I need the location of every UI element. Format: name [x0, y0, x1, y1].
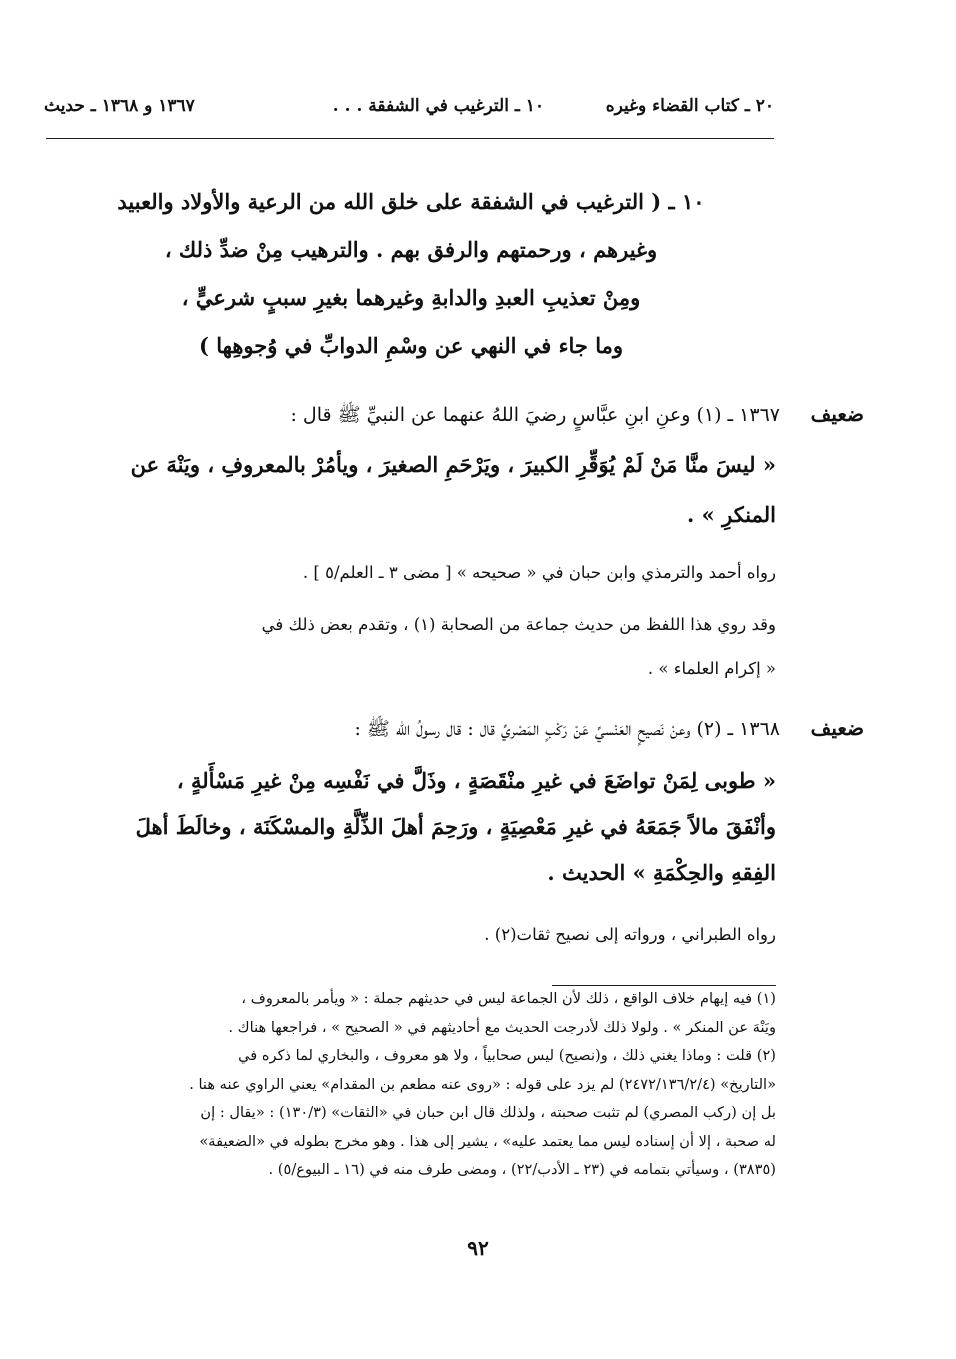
footnote-line: (٣٨٣٥) ، وسيأتي بتمامه في (٢٣ ـ الأدب/٢٢) ، ومضى طرف منه في (١٦ ـ البيوع/٥) .	[268, 1161, 776, 1178]
hadith-1367	[80, 400, 780, 430]
note-line: وقد روي هذا اللفظ من حديث جماعة من الصحابة (١) ، وتقدم بعض ذلك في	[261, 615, 776, 634]
hadith-quote-line: « ليسَ منَّا مَنْ لَمْ يُوَقِّرِ الكبيرَ ، ويَرْحَمِ الصغيرَ ، ويأمُرْ بالمعروفِ ، ويَنْهَ عن	[130, 452, 776, 477]
chapter-title-line: ١٠ ـ ( الترغيب في الشفقة على خلق الله من الرعية والأولاد والعبيد	[117, 189, 705, 214]
footnote-line: «التاريخ» (٢٤٧٢/١٣٦/٢/٤) لم يزد على قوله : «روى عنه مطعم بن المقدام» يعني الراوي عنه هنا .	[189, 1075, 776, 1093]
hadith-1367-text	[46, 442, 776, 538]
hadith-intro: ١٣٦٧ ـ (١) وعنِ ابنِ عبَّاسٍ رضيَ اللهُ عنهما عن النبيِّ ﷺ قال :	[290, 404, 780, 426]
running-header	[44, 96, 774, 124]
hadith-quote-line: المنكرِ » .	[687, 502, 776, 527]
footnote-line: (١) فيه إيهام خلاف الواقع ، ذلك لأن الجماعة ليس في حديثهم جملة : « ويأمر بالمعروف ،	[241, 990, 776, 1007]
note-line: « إكرام العلماء » .	[647, 659, 776, 678]
hadith-source: رواه أحمد والترمذي وابن حبان في « صحيحه » [ مضى ٣ ـ العلم/٥ ] .	[302, 563, 776, 582]
hadith-source: رواه الطبراني ، ورواته إلى نصيح ثقات(٢) .	[484, 925, 776, 944]
chapter-title-line: وما جاء في النهي عن وسْمِ الدوابِّ في وُجوهِها )	[199, 333, 623, 358]
hadith-quote-line: « طوبى لِمَنْ تواضَعَ في غيرِ منْقَصَةٍ ، وذَلَّ في نَفْسِه مِنْ غيرِ مَسْأَلةٍ ،	[176, 768, 776, 793]
footnotes	[46, 985, 776, 1185]
footnote-line: ويَنْهَ عن المنكر » . ولولا ذلك لأدرجت الحديث مع أحاديثهم في « الصحيح » ، فراجعها هناك .	[228, 1018, 776, 1036]
footnote-line: (٢) قلت : وماذا يغني ذلك ، و(نصيح) ليس صحابياً ، ولا هو معروف ، والبخاري لما ذكره في	[238, 1047, 776, 1064]
hadith-intro: ١٣٦٨ ـ (٢) وعنْ نَصيحٍ العَنْسيِّ عَنْ رَكْبٍ المَصْريِّ قال : قال رسولُ الله ﷺ :	[354, 718, 780, 740]
header-chapter-title: ١٠ ـ الترغيب في الشفقة . . .	[332, 96, 544, 116]
header-hadith-range: ١٣٦٧ و ١٣٦٨ ـ حديث	[44, 96, 195, 116]
hadith-1368-text	[46, 758, 776, 896]
chapter-title	[80, 178, 742, 370]
hadith-1367-note	[46, 608, 776, 686]
chapter-title-line: وغيرهم ، ورحمتهم والرفق بهم . والترهيب مِنْ ضدِّ ذلك ،	[164, 237, 658, 262]
hadith-1367-source	[46, 556, 776, 590]
footnote-line: له صحبة ، إلا أن إسناده ليس مما يعتمد عليه» ، يشير إلى هذا . وهو مخرج بطوله في «الضعيفة»	[199, 1132, 776, 1150]
header-book-title: ٢٠ ـ كتاب القضاء وغيره	[605, 96, 774, 116]
hadith-1368	[80, 714, 780, 744]
hadith-quote-line: الفِقهِ والحِكْمَةِ » الحديث .	[547, 860, 776, 885]
header-rule	[46, 138, 774, 139]
hadith-grade-1367: ضعيف	[810, 402, 864, 426]
hadith-quote-line: وأنْفَقَ مالاً جَمَعَهُ في غيرِ مَعْصِيَةٍ ، ورَحِمَ أهلَ الذِّلَّةِ والمسْكَنَة ، وخالَطَ أهلَ	[135, 814, 776, 839]
hadith-grade-1368: ضعيف	[810, 716, 864, 740]
chapter-title-line: ومِنْ تعذيبِ العبدِ والدابةِ وغيرهما بغيرِ سببٍ شرعيٍّ ،	[181, 285, 641, 310]
hadith-1368-source	[46, 918, 776, 952]
footnote-line: بل إن (ركب المصري) لم تثبت صحبته ، ولذلك قال ابن حبان في «الثقات» (١٣٠/٣) : «يقال : إن	[200, 1104, 776, 1121]
page-number: ٩٢	[467, 1236, 489, 1260]
